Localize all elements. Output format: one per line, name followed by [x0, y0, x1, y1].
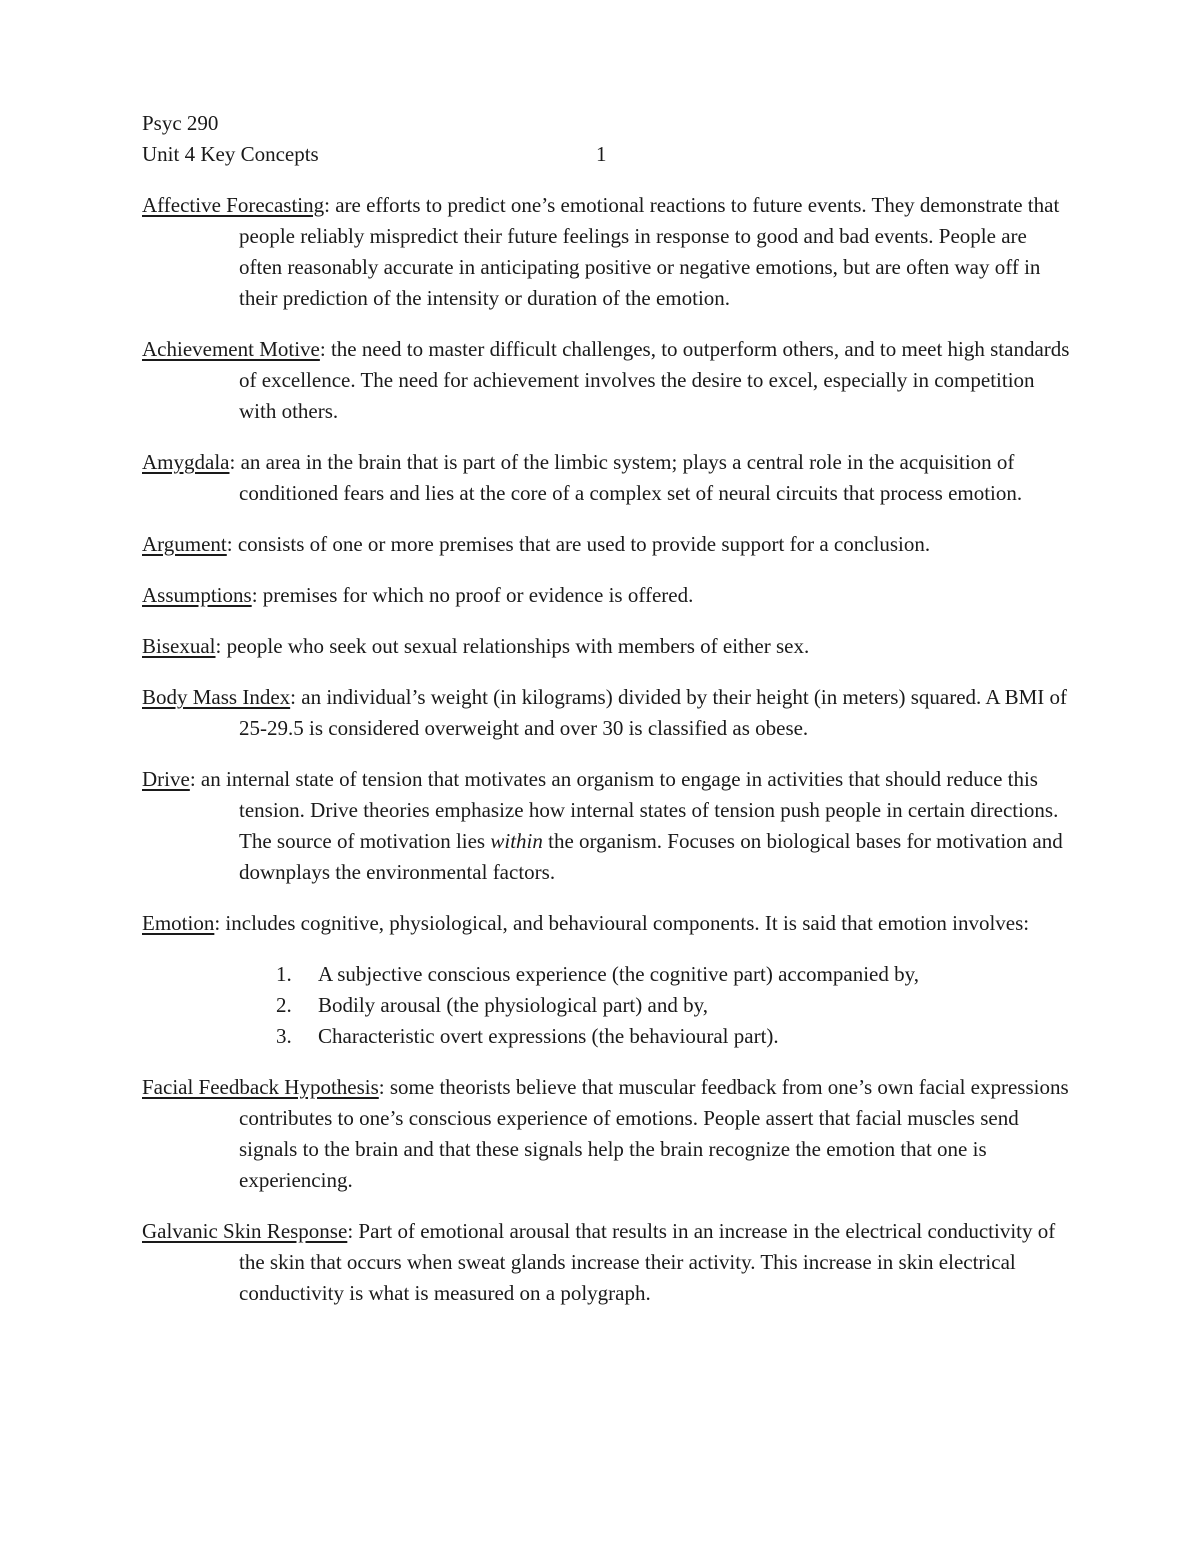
term-facial-feedback-hypothesis: Facial Feedback Hypothesis — [142, 1075, 379, 1099]
entry-bisexual — [142, 631, 1072, 662]
entry-drive — [142, 764, 1072, 888]
list-item — [276, 990, 1072, 1021]
definition-drive-part-1: : an internal state of tension that motivates an organism to engage in activities that should reduce this tension. Drive theories emphasize how internal states of tension push people in certain directions. The source of motivation lies — [189, 767, 1059, 853]
entry-argument — [142, 529, 1072, 560]
entry-facial-feedback-hypothesis — [142, 1072, 1072, 1196]
definition-assumptions: : premises for which no proof or evidence is offered. — [251, 583, 694, 607]
definition-galvanic-skin-response: : Part of emotional arousal that results in an increase in the electrical conductivity of the skin that occurs when sweat glands increase their activity. This increase in skin electrical conductivity is what is measured on a polygraph. — [239, 1219, 1056, 1305]
header-line-course — [142, 108, 1072, 139]
entry-galvanic-skin-response — [142, 1216, 1072, 1309]
entry-emotion — [142, 908, 1072, 939]
definition-bisexual: : people who seek out sexual relationships with members of either sex. — [215, 634, 810, 658]
entry-amygdala — [142, 447, 1072, 509]
course-code: Psyc 290 — [142, 111, 219, 135]
term-assumptions: Assumptions — [142, 583, 252, 607]
term-amygdala: Amygdala — [142, 450, 230, 474]
list-item-text: A subjective conscious experience (the cognitive part) accompanied by, — [318, 962, 919, 986]
entry-assumptions — [142, 580, 1072, 611]
list-item-text: Characteristic overt expressions (the behavioural part). — [318, 1024, 779, 1048]
term-body-mass-index: Body Mass Index — [142, 685, 291, 709]
definition-body-mass-index: : an individual’s weight (in kilograms) divided by their height (in meters) squared. A BMI of 25-29.5 is considered overweight and over 30 is classified as obese. — [239, 685, 1068, 740]
definition-achievement-motive: : the need to master difficult challenges, to outperform others, and to meet high standards of excellence. The need for achievement involves the desire to excel, especially in competition with others. — [239, 337, 1070, 423]
term-affective-forecasting: Affective Forecasting — [142, 193, 325, 217]
emotion-component-list — [142, 959, 1072, 1052]
entry-affective-forecasting — [142, 190, 1072, 314]
definition-drive-emphasis: within — [490, 829, 543, 853]
entry-body-mass-index — [142, 682, 1072, 744]
term-bisexual: Bisexual — [142, 634, 216, 658]
term-argument: Argument — [142, 532, 227, 556]
list-item-text: Bodily arousal (the physiological part) and by, — [318, 993, 708, 1017]
definition-affective-forecasting: : are efforts to predict one’s emotional reactions to future events. They demonstrate that people reliably mispredict their future feelings in response to good and bad events. People are often reasonably accurate in anticipating positive or negative emotions, but are often way off in their prediction of the intensity or duration of the emotion. — [239, 193, 1060, 310]
entry-achievement-motive — [142, 334, 1072, 427]
definition-facial-feedback-hypothesis: : some theorists believe that muscular feedback from one’s own facial expressions contributes to one’s conscious experience of emotions. People assert that facial muscles send signals to the brain and that these signals help the brain recognize the emotion that one is experiencing. — [239, 1075, 1069, 1192]
list-item-number: 2. — [276, 993, 292, 1017]
term-galvanic-skin-response: Galvanic Skin Response — [142, 1219, 348, 1243]
document-page — [142, 108, 1072, 1329]
definition-amygdala: : an area in the brain that is part of the limbic system; plays a central role in the acquisition of conditioned fears and lies at the core of a complex set of neural circuits that process emotion. — [229, 450, 1023, 505]
list-item — [276, 959, 1072, 990]
definition-argument: : consists of one or more premises that are used to provide support for a conclusion. — [226, 532, 931, 556]
term-emotion: Emotion — [142, 911, 215, 935]
header-line-title — [142, 139, 1072, 170]
definition-emotion: : includes cognitive, physiological, and behavioural components. It is said that emotion involves: — [214, 911, 1030, 935]
term-achievement-motive: Achievement Motive — [142, 337, 320, 361]
document-header — [142, 108, 1072, 170]
list-item-number: 3. — [276, 1024, 292, 1048]
list-item-number: 1. — [276, 962, 292, 986]
document-title: Unit 4 Key Concepts — [142, 142, 319, 166]
definition-drive-part-2: the organism. Focuses on biological bases for motivation and downplays the environmental factors. — [239, 829, 1063, 884]
page-number: 1 — [596, 142, 607, 166]
list-item — [276, 1021, 1072, 1052]
term-drive: Drive — [142, 767, 190, 791]
